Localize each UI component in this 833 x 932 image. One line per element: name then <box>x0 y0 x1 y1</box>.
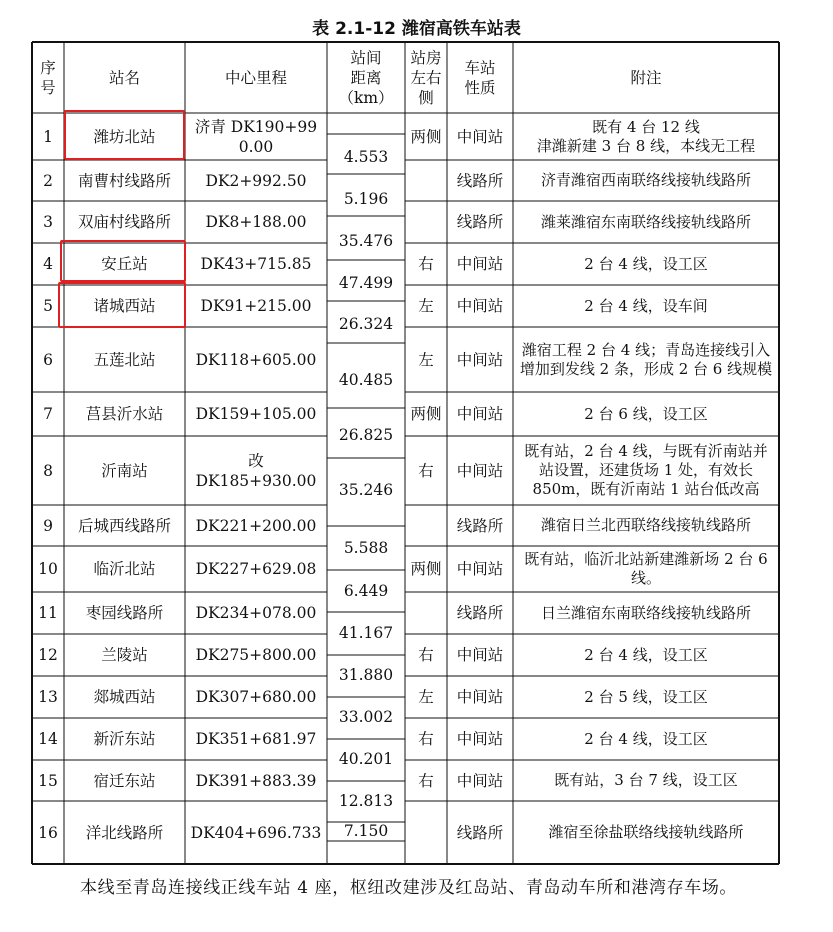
row-seq: 3 <box>43 213 53 231</box>
row-note: 2 台 6 线，设工区 <box>584 404 708 423</box>
distance-value: 40.201 <box>338 750 394 768</box>
row-station-name: 枣园线路所 <box>85 604 164 622</box>
row-nature: 线路所 <box>456 823 504 842</box>
row-station-name: 沂南站 <box>101 461 148 480</box>
row-station-name: 南曹村线路所 <box>77 171 171 190</box>
row-seq: 5 <box>43 297 53 315</box>
row-mileage: DK8+188.00 <box>205 213 307 231</box>
row-note: 2 台 4 线，设工区 <box>584 645 708 664</box>
row-side <box>405 801 447 864</box>
distance-value: 41.167 <box>338 624 394 642</box>
row-side <box>405 160 447 201</box>
row-station-name: 宿迁东站 <box>93 771 156 790</box>
row-mileage: 改 DK185+930.00 <box>195 451 317 490</box>
distance-value: 4.553 <box>343 148 389 166</box>
row-station-name: 洋北线路所 <box>85 823 164 842</box>
row-nature: 中间站 <box>456 560 504 578</box>
row-seq: 1 <box>43 127 53 146</box>
row-note: 2 台 4 线，设工区 <box>584 729 708 748</box>
distance-value: 12.813 <box>338 792 394 810</box>
row-station-name: 临沂北站 <box>93 560 156 578</box>
header-mileage: 中心里程 <box>224 68 287 87</box>
row-seq: 6 <box>43 350 53 369</box>
row-seq: 14 <box>38 730 58 748</box>
row-mileage: DK91+215.00 <box>200 297 312 315</box>
distance-value: 5.196 <box>343 190 389 208</box>
row-nature: 中间站 <box>456 297 504 315</box>
row-side: 左 <box>418 350 434 369</box>
highlight-box <box>64 110 185 160</box>
row-mileage: DK307+680.00 <box>195 688 317 706</box>
row-mileage: DK221+200.00 <box>195 516 317 535</box>
row-nature: 线路所 <box>456 516 504 535</box>
row-station-name: 诸城西站 <box>93 297 156 315</box>
row-note: 既有站，临沂北站新建潍新场 2 台 6 线。 <box>524 550 768 587</box>
row-side: 左 <box>418 688 434 706</box>
row-side: 左 <box>418 297 434 315</box>
row-mileage: DK391+883.39 <box>195 771 317 790</box>
row-nature: 线路所 <box>456 213 504 231</box>
row-mileage: DK2+992.50 <box>205 171 307 190</box>
row-station-name: 后城西线路所 <box>77 516 171 535</box>
row-note: 2 台 4 线，设工区 <box>584 254 708 273</box>
row-side <box>405 505 447 546</box>
row-side: 右 <box>418 730 434 748</box>
distance-value: 40.485 <box>338 371 394 389</box>
distance-value: 35.246 <box>338 481 394 499</box>
summary-paragraph: 本线至青岛连接线正线车站 4 座，枢纽改建涉及红岛站、青岛动车所和港湾存车场。 <box>80 878 738 898</box>
row-nature: 中间站 <box>456 771 504 790</box>
row-note: 既有站，2 台 4 线，与既有沂南站并站设置，还建货场 1 处，有效长 850m，既有沂南站 1 站台低改高 <box>524 442 768 498</box>
row-mileage: DK227+629.08 <box>195 560 317 578</box>
row-side: 两侧 <box>410 405 442 423</box>
row-mileage: DK351+681.97 <box>195 730 317 748</box>
row-note: 潍宿至徐盐联络线接轨线路所 <box>548 823 744 841</box>
row-station-name: 双庙村线路所 <box>77 213 171 231</box>
header-nature: 车站 性质 <box>464 58 496 97</box>
row-note: 潍宿日兰北西联络线接轨线路所 <box>540 516 751 534</box>
distance-value: 26.324 <box>338 315 394 333</box>
row-station-name: 安丘站 <box>101 255 148 273</box>
row-seq: 7 <box>43 405 53 423</box>
row-mileage: DK404+696.733 <box>190 823 322 842</box>
row-note: 潍莱潍宿东南联络线接轨线路所 <box>540 212 751 231</box>
table-title: 表 2.1-12 潍宿高铁车站表 <box>312 19 521 39</box>
row-side: 两侧 <box>410 560 442 578</box>
row-station-name: 五莲北站 <box>93 350 156 369</box>
row-nature: 中间站 <box>456 688 504 706</box>
row-nature: 中间站 <box>456 461 504 480</box>
row-seq: 11 <box>38 604 58 622</box>
row-side: 右 <box>418 646 434 664</box>
distance-value: 6.449 <box>343 582 389 600</box>
row-side <box>405 592 447 634</box>
row-seq: 13 <box>38 688 58 706</box>
row-side: 右 <box>418 255 434 273</box>
row-seq: 12 <box>38 646 58 664</box>
distance-value: 7.150 <box>343 822 389 840</box>
row-seq: 8 <box>43 461 53 480</box>
row-nature: 中间站 <box>456 405 504 423</box>
row-nature: 中间站 <box>456 255 504 273</box>
row-mileage: DK118+605.00 <box>195 350 317 369</box>
distance-value: 47.499 <box>338 274 394 292</box>
row-note: 潍宿工程 2 台 4 线；青岛连接线引入增加到发线 2 条，形成 2 台 6 线规模 <box>519 340 773 378</box>
row-side: 右 <box>418 461 434 480</box>
row-mileage: DK159+105.00 <box>195 405 317 423</box>
row-station-name: 新沂东站 <box>93 730 156 748</box>
row-seq: 9 <box>43 516 53 535</box>
row-side <box>405 201 447 243</box>
row-note: 2 台 4 线，设车间 <box>584 296 708 315</box>
header-side: 站房 左右 侧 <box>410 48 442 107</box>
distance-value: 5.588 <box>343 539 389 557</box>
row-side: 右 <box>418 771 434 790</box>
row-seq: 2 <box>43 171 53 190</box>
row-station-name: 莒县沂水站 <box>85 405 164 423</box>
row-note: 2 台 5 线，设工区 <box>584 687 708 706</box>
row-note: 济青潍宿西南联络线接轨线路所 <box>540 171 751 189</box>
header-distance: 站间 距离 （km） <box>338 48 394 107</box>
row-station-name: 兰陵站 <box>101 646 148 664</box>
row-side: 两侧 <box>410 127 442 146</box>
row-seq: 4 <box>43 255 53 273</box>
highlight-box <box>58 282 186 328</box>
header-note: 附注 <box>630 68 662 87</box>
row-nature: 中间站 <box>456 350 504 369</box>
row-station-name: 潍坊北站 <box>93 127 156 146</box>
highlight-box <box>60 240 186 282</box>
row-seq: 16 <box>38 823 58 842</box>
row-nature: 中间站 <box>456 127 504 146</box>
row-mileage: 济青 DK190+990.00 <box>194 117 318 156</box>
row-seq: 10 <box>38 560 58 578</box>
row-note: 日兰潍宿东南联络线接轨线路所 <box>540 603 751 622</box>
row-seq: 15 <box>38 771 58 790</box>
row-nature: 线路所 <box>456 604 504 622</box>
row-nature: 线路所 <box>456 171 504 190</box>
row-note: 既有 4 台 12 线 津潍新建 3 台 8 线，本线无工程 <box>536 117 756 155</box>
distance-value: 26.825 <box>338 426 394 444</box>
row-note: 既有站，3 台 7 线，设工区 <box>554 771 738 789</box>
distance-value: 35.476 <box>338 232 394 250</box>
row-mileage: DK43+715.85 <box>200 255 312 273</box>
row-mileage: DK234+078.00 <box>195 604 317 622</box>
header-seq: 序 号 <box>40 58 56 97</box>
header-name: 站名 <box>108 68 140 87</box>
row-mileage: DK275+800.00 <box>195 646 317 664</box>
row-station-name: 郯城西站 <box>93 688 156 706</box>
row-nature: 中间站 <box>456 646 504 664</box>
row-nature: 中间站 <box>456 730 504 748</box>
distance-value: 31.880 <box>338 666 394 684</box>
distance-value: 33.002 <box>338 708 394 726</box>
